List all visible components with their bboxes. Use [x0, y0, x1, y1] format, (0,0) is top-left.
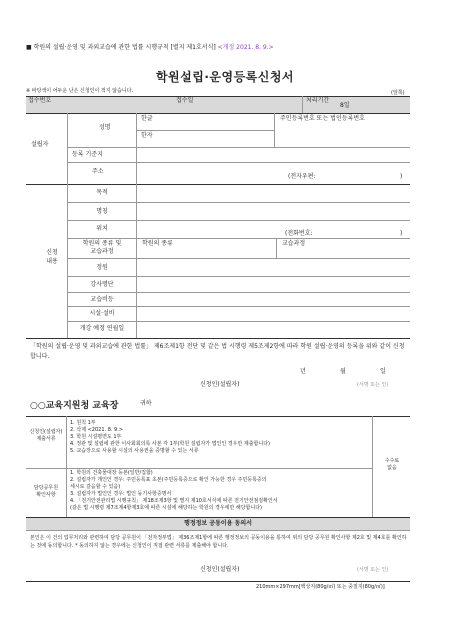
page-title: 학원설립·운영등록신청서 — [155, 70, 295, 84]
phone-close: ) — [400, 230, 403, 237]
date-month: 월 — [340, 368, 346, 375]
consent-title: 행정정보 공동이용 동의서 — [184, 520, 252, 527]
korean-name-label: 한글 — [141, 115, 153, 122]
revision-note: <개정 2021. 8. 9.> — [217, 44, 274, 51]
submit-item-4: 4. 정관 및 설립에 관한 이사회회의록 사본 각 1부(학원 설립자가 법인인 경우만 제출합니다) — [70, 441, 270, 447]
check-items-label: 담당공무원 확인사항 — [33, 485, 59, 498]
paper-spec-footer: 210mm×297mm[백상지(80g/㎡) 또는 중질지(80g/㎡)] — [256, 584, 385, 590]
date-day: 일 — [380, 368, 386, 375]
notice-text: ※ 바탕색이 어두운 난은 신청인이 적지 않습니다. — [26, 88, 134, 94]
email-close: ) — [400, 173, 403, 180]
email-label: (전자우편: — [288, 173, 316, 180]
submit-item-5: 5. 교습장으로 사용할 시설의 사용권을 증명할 수 있는 서류 — [70, 448, 199, 454]
opening-date-label: 개강 예정 연월일 — [79, 325, 125, 332]
processing-period-value: 8일 — [340, 102, 350, 109]
check-item-4: 4. 「전기안전관리법 시행규칙」 제18조제3항 및 별지 제10호서식에 따른 전기안전점검확인서 — [70, 498, 278, 504]
capacity-label: 정원 — [96, 264, 108, 271]
submit-docs-label: 신청인(설립자) 제출서류 — [29, 429, 63, 442]
date-year: 년 — [300, 368, 306, 375]
purpose-label: 목적 — [96, 189, 108, 196]
details-section-label: 신청 내용 — [46, 249, 58, 265]
address-label: 주소 — [92, 168, 104, 175]
founder-section-label: 설립자 — [31, 141, 49, 148]
type-and-course-label: 학원의 종류 및 교습과정 — [82, 240, 122, 255]
receipt-no-label: 접수번호 — [28, 97, 52, 104]
id-number-label: 주민등록번호 또는 법인등록번호 — [280, 115, 365, 122]
check-item-4b: (같은 법 시행령 제7조제4항제3호에 따른 시설에 해당하는 학원의 경우에만 해당합니다) — [70, 505, 262, 511]
consent-sign-hint: (서명 또는 인) — [357, 567, 389, 573]
consent-text: 본인은 이 건의 업무처리와 관련하여 담당 공무원이 「전자정부법」 제36조제1항에 따른 행정정보의 공동이용을 통하여 위의 담당 공무원 확인사항 제2호 및 제4호를 확인하는 것에 동의합니다. * 동의하지 않는 경우에는 신청인이 직접 관련 서류를 제출해야 합니다. — [30, 535, 407, 549]
academy-name-label: 명칭 — [96, 208, 108, 215]
submit-item-1: 1. 원칙 1부 — [70, 420, 96, 426]
form-reference: ■ 학원의 설립·운영 및 과외교습에 관한 법률 시행규칙 [별지 제1호서식] <개정 2021. 8. 9.> — [26, 44, 274, 51]
check-item-2b: 세시로 갈음할 수 있음) — [70, 484, 121, 490]
facilities-label: 시설·설비 — [89, 310, 115, 317]
phone-label: (전화번호: — [285, 230, 313, 237]
submit-item-2: 2. 삭제 <2021. 8. 9.> — [70, 427, 124, 433]
fee-label: 수수료 없음 — [384, 458, 400, 471]
location-label: 위치 — [96, 225, 108, 232]
page-label: (앞쪽) — [391, 90, 405, 96]
applicant-sign-hint: (서명 또는 인) — [357, 382, 389, 388]
education-office-name: ○○교육지원청 교육장 — [30, 401, 119, 411]
name-label: 성명 — [99, 124, 111, 131]
submit-item-3: 3. 학원 시설평면도 1부 — [70, 434, 122, 440]
receipt-date-label: 접수일 — [176, 97, 194, 104]
check-item-1: 1. 학원의 건축물대장 등본(일반/집합) — [70, 470, 153, 476]
course-label: 교습과정 — [282, 240, 306, 247]
check-item-3: 3. 설립자가 법인인 경우: 법인 등기사항증명서 — [70, 491, 172, 497]
office-suffix: 귀하 — [140, 400, 152, 407]
check-item-2: 2. 설립자가 개인인 경우: 주민등록표 초본(주민등록증으로 확인 가능한 경우 주민등록증의 — [70, 477, 267, 483]
registration-base-label: 등록 기준지 — [72, 151, 103, 158]
academy-type-label: 학원의 종류 — [142, 240, 173, 247]
receipt-row — [26, 96, 410, 113]
consent-signer-label: 신청인(설립자) — [200, 566, 240, 573]
tuition-label: 교습비등 — [90, 296, 114, 303]
application-statement: 「학원의 설립·운영 및 과외교습에 관한 법률」 제6조제1항 전단 및 같은 법 시행령 제5조제2항에 따라 학원 설립·운영의 등록을 위와 같이 신청합니다. — [30, 343, 405, 360]
applicant-signer-label: 신청인(설립자) — [200, 381, 240, 388]
hanja-name-label: 한자 — [141, 132, 153, 139]
instructor-list-label: 강사명단 — [90, 281, 114, 288]
processing-period-label: 처리기간 — [306, 97, 330, 104]
